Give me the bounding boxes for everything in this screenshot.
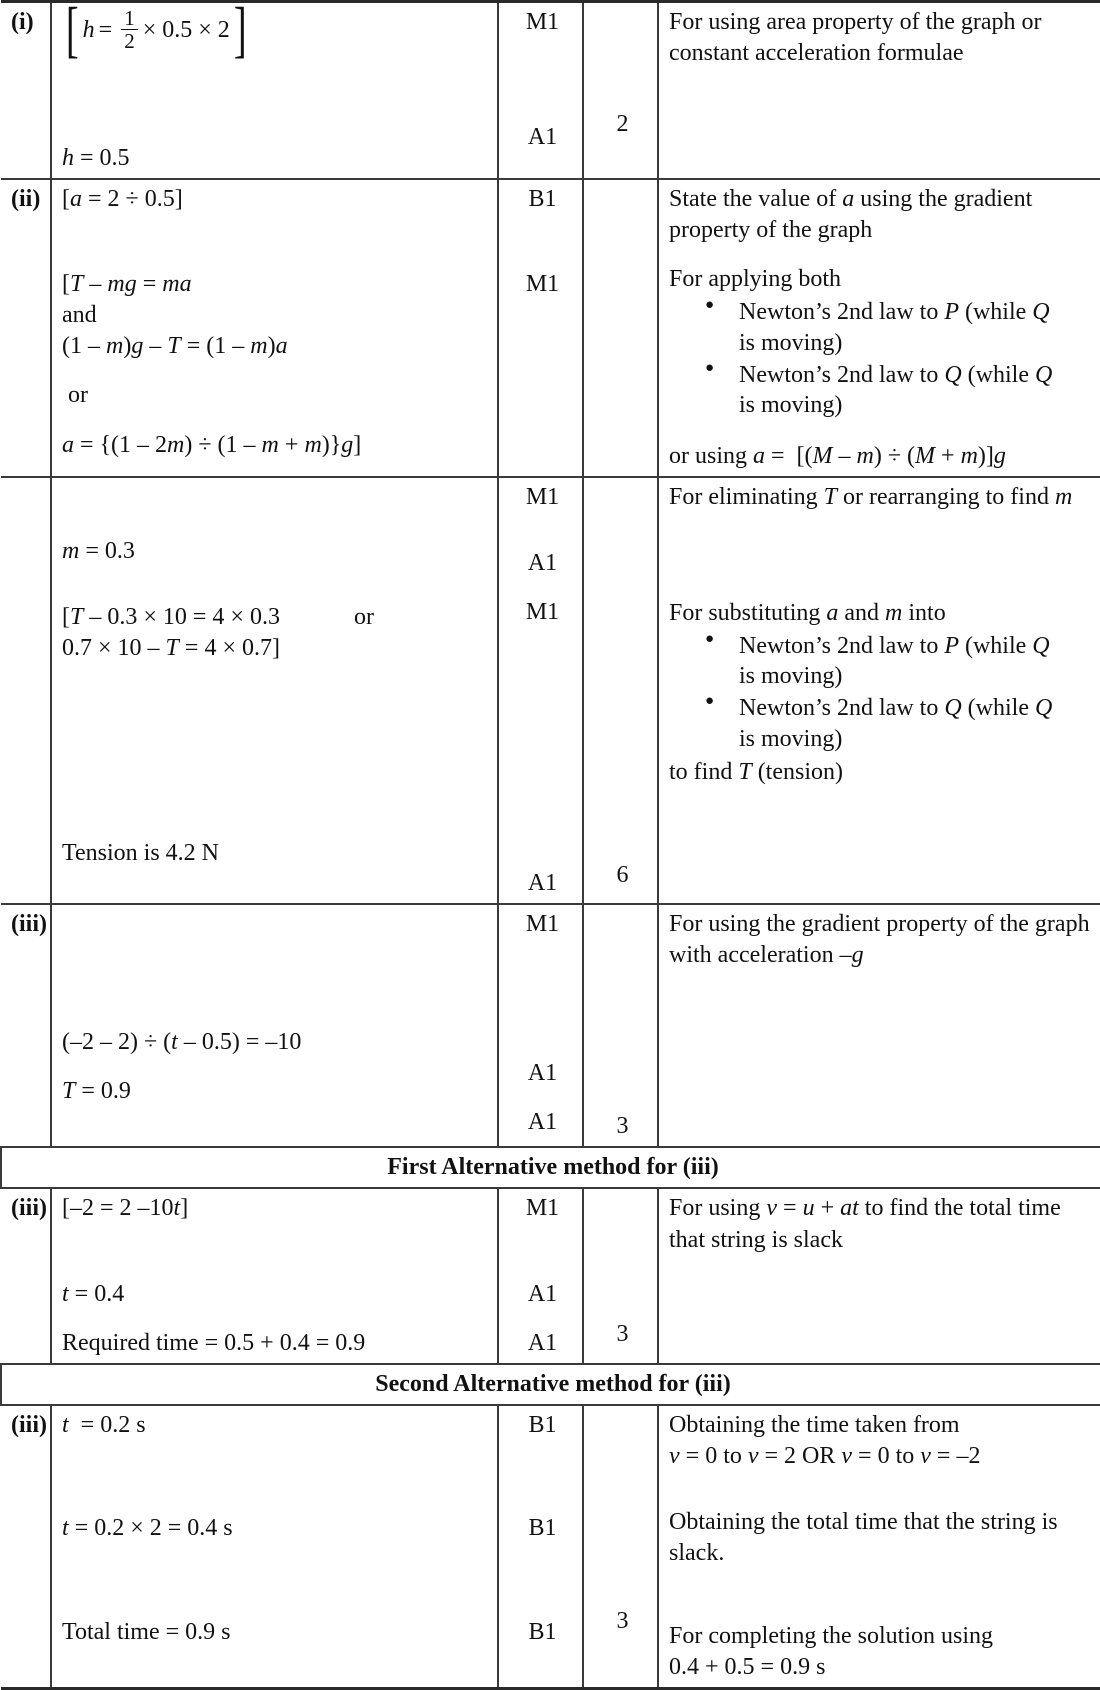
- h-result: h = 0.5: [62, 144, 130, 171]
- note-bullet-list: [669, 631, 1095, 755]
- mark-a1-b: A1: [527, 1329, 558, 1356]
- note-text: For using v = u + at to find the total time that string is slack: [669, 1195, 1061, 1253]
- mark-cell-ii-b: [498, 477, 583, 904]
- spacer: [594, 1464, 651, 1518]
- mark-cell-ii-a: [498, 179, 583, 478]
- total-cell-iii-alt2: [583, 1405, 658, 1689]
- note-substituting: For substituting a and m into: [669, 599, 946, 626]
- equals-sign: =: [98, 16, 113, 43]
- spacer: [62, 59, 491, 143]
- notes-cell-ii-b: [658, 477, 1100, 904]
- note-applying-both: For applying both: [669, 266, 841, 293]
- mark-cell-iii-alt2: [498, 1405, 583, 1689]
- working-cell-ii-b: [51, 477, 498, 904]
- note-obtaining-total: Obtaining the total time that the string is: [669, 1508, 1058, 1535]
- note-text: For using area property of the graph or constant acceleration formulae: [669, 9, 1042, 67]
- total-cell-ii-a: [583, 179, 658, 478]
- total-value: 6: [616, 862, 629, 889]
- spacer: [669, 246, 1095, 264]
- table-row: [1, 904, 1100, 1147]
- expression-and: and: [62, 302, 97, 329]
- spacer: [62, 568, 491, 602]
- note-v-range: v = 0 to v = 2 OR v = 0 to v = –2: [669, 1443, 981, 1470]
- note-slack: slack.: [669, 1539, 725, 1566]
- spacer: [594, 1410, 651, 1464]
- expression-or: or: [68, 382, 88, 409]
- expression-1-minus-m: (1 – m)g – T = (1 – m)a: [62, 333, 288, 360]
- fraction-one-half: [121, 7, 138, 52]
- mark-m1-a: M1: [525, 484, 560, 511]
- mark-m1: M1: [525, 911, 560, 938]
- spacer: [594, 1077, 651, 1111]
- spacer: [62, 993, 491, 1027]
- fraction-tail-expression: × 0.5 × 2: [142, 16, 230, 43]
- list-item: ● Newton’s 2nd law to Q (while Q is moving): [735, 693, 1095, 754]
- table-row-section-header: [1, 1147, 1100, 1188]
- spacer: [509, 1495, 576, 1513]
- mark-a1: A1: [527, 124, 558, 151]
- working-cell-ii-a: [51, 179, 498, 478]
- spacer: [594, 482, 651, 536]
- note-completing: For completing the solution using: [669, 1622, 993, 1649]
- spacer: [62, 412, 491, 430]
- spacer: [62, 362, 491, 380]
- notes-cell-iii: [658, 904, 1100, 1147]
- spacer: [62, 1310, 491, 1328]
- total-cell-iii-alt1: [583, 1188, 658, 1364]
- spacer: [509, 1441, 576, 1495]
- spacer: [594, 1572, 651, 1606]
- fraction-denominator: 2: [121, 29, 138, 52]
- part-label-ii: (ii): [1, 179, 51, 478]
- expression-or: or: [353, 603, 374, 630]
- mark-b1-a: B1: [528, 1412, 557, 1439]
- spacer: [62, 1441, 491, 1495]
- mark-a1-b: A1: [527, 869, 558, 896]
- spacer: [594, 776, 651, 860]
- expression-T-minus-mg: [T – mg = ma: [62, 270, 192, 297]
- spacer: [594, 993, 651, 1077]
- mark-cell-iii-alt1: [498, 1188, 583, 1364]
- spacer: [509, 1599, 576, 1617]
- spacer: [594, 7, 651, 25]
- part-label-blank: [1, 477, 51, 904]
- spacer: [594, 1518, 651, 1572]
- total-value: 3: [616, 1113, 629, 1140]
- expression-substitution-2: 0.7 × 10 – T = 4 × 0.7]: [62, 634, 280, 661]
- expression-substitution-1: [T – 0.3 × 10 = 4 × 0.3 or: [62, 602, 491, 633]
- expression-a-formula: a = {(1 – 2m) ÷ (1 – m + m)}g]: [62, 431, 362, 458]
- spacer: [509, 1225, 576, 1279]
- working-cell-iii-alt1: [51, 1188, 498, 1364]
- part-label-iii-alt2: (iii): [1, 1405, 51, 1689]
- spacer: [509, 1545, 576, 1599]
- expression-m-value: m = 0.3: [62, 538, 135, 565]
- spacer: [62, 1495, 491, 1513]
- note-text: For using the gradient property of the graph with acceleration –g: [669, 911, 1090, 969]
- expression-t-result: t = 0.4: [62, 1280, 125, 1307]
- spacer: [669, 423, 1095, 441]
- working-cell-iii: [51, 904, 498, 1147]
- table-row: [1, 1405, 1100, 1689]
- spacer: [669, 514, 1095, 598]
- total-value: 3: [616, 1321, 629, 1348]
- spacer: [509, 940, 576, 1024]
- expression-gradient-equation: (–2 – 2) ÷ (t – 0.5) = –10: [62, 1029, 302, 1056]
- spacer: [594, 536, 651, 656]
- spacer: [509, 1089, 576, 1107]
- spacer: [509, 1310, 576, 1328]
- list-item: ● Newton’s 2nd law to P (while Q is moving): [735, 297, 1095, 358]
- part-label-iii-alt1: (iii): [1, 1188, 51, 1364]
- total-value: 3: [616, 1608, 629, 1635]
- spacer: [509, 38, 576, 122]
- mark-m1: M1: [525, 270, 560, 297]
- expression-t-02: t = 0.2 s: [62, 1412, 146, 1439]
- spacer: [669, 1569, 1095, 1603]
- bracketed-expression-h: [62, 0, 250, 65]
- spacer: [62, 1545, 491, 1599]
- spacer: [594, 1301, 651, 1319]
- note-state-value: State the value of a using the gradient property of the graph: [669, 185, 1033, 243]
- first-alternative-method-header: First Alternative method for (iii): [1, 1147, 1100, 1188]
- mark-cell-i: [498, 2, 583, 179]
- part-label-i: (i): [1, 2, 51, 179]
- expression-a-equals: [a = 2 ÷ 0.5]: [62, 185, 183, 212]
- spacer: [669, 1473, 1095, 1507]
- mark-b1: B1: [528, 185, 557, 212]
- table-row: [1, 2, 1100, 179]
- notes-cell-ii-a: [658, 179, 1100, 478]
- mark-b1-b: B1: [528, 1515, 557, 1542]
- mark-a1-a: A1: [527, 1060, 558, 1087]
- spacer: [62, 784, 491, 838]
- mark-a1-a: A1: [527, 549, 558, 576]
- spacer: [594, 1193, 651, 1247]
- expression-tension-result: Tension is 4.2 N: [62, 839, 219, 866]
- spacer: [509, 628, 576, 748]
- table-row: [1, 1188, 1100, 1364]
- total-cell-iii: [583, 904, 658, 1147]
- expression-T-result: T = 0.9: [62, 1078, 131, 1105]
- mark-m1: M1: [525, 9, 560, 35]
- left-square-bracket: [: [65, 0, 79, 65]
- list-item: ● Newton’s 2nd law to Q (while Q is moving): [735, 360, 1095, 421]
- fraction-numerator: 1: [124, 6, 135, 30]
- table-row: [1, 179, 1100, 478]
- second-alternative-method-header: Second Alternative method for (iii): [1, 1364, 1100, 1405]
- spacer: [594, 656, 651, 776]
- note-sum: 0.4 + 0.5 = 0.9 s: [669, 1654, 826, 1681]
- notes-cell-iii-alt1: [658, 1188, 1100, 1364]
- working-cell-iii-alt2: [51, 1405, 498, 1689]
- mark-a1-a: A1: [527, 1280, 558, 1307]
- table-row: [1, 477, 1100, 904]
- expression-required-time: Required time = 0.5 + 0.4 = 0.9: [62, 1329, 366, 1356]
- spacer: [62, 1225, 491, 1279]
- spacer: [669, 1603, 1095, 1621]
- mark-cell-iii: [498, 904, 583, 1147]
- spacer: [509, 215, 576, 269]
- part-label-iii: (iii): [1, 904, 51, 1147]
- expression-v-equals: [–2 = 2 –10t]: [62, 1195, 189, 1222]
- spacer: [509, 1024, 576, 1058]
- total-cell-ii-b: [583, 477, 658, 904]
- notes-cell-i: [658, 2, 1100, 179]
- table-row-section-header: [1, 1364, 1100, 1405]
- expression-total-time: Total time = 0.9 s: [62, 1618, 231, 1645]
- spacer: [594, 25, 651, 109]
- mark-a1-b: A1: [527, 1109, 558, 1136]
- spacer: [62, 1058, 491, 1076]
- note-eliminating-T: For eliminating T or rearranging to find m: [669, 484, 1073, 511]
- mark-m1-b: M1: [525, 598, 560, 625]
- spacer: [594, 1247, 651, 1301]
- note-to-find-T: to find T (tension): [669, 758, 843, 785]
- spacer: [62, 909, 491, 993]
- spacer: [62, 215, 491, 269]
- notes-cell-iii-alt2: [658, 1405, 1100, 1689]
- total-cell-i: [583, 2, 658, 179]
- spacer: [62, 1599, 491, 1617]
- spacer: [509, 579, 576, 597]
- list-item: ● Newton’s 2nd law to P (while Q is moving): [735, 631, 1095, 692]
- variable-h: h: [82, 16, 95, 43]
- spacer: [509, 748, 576, 868]
- note-or-using-formula: or using a = [(M – m) ÷ (M + m)]g: [669, 443, 1006, 470]
- spacer: [594, 909, 651, 993]
- expression-t-04: t = 0.2 × 2 = 0.4 s: [62, 1515, 233, 1542]
- total-value: 2: [616, 111, 629, 137]
- working-cell-i: [51, 2, 498, 179]
- mark-m1: M1: [525, 1195, 560, 1222]
- spacer: [509, 514, 576, 548]
- mark-b1-c: B1: [528, 1618, 557, 1645]
- right-square-bracket: ]: [233, 0, 247, 65]
- note-bullet-list: [669, 297, 1095, 421]
- spacer: [62, 482, 491, 536]
- spacer: [62, 664, 491, 784]
- note-obtaining-time: Obtaining the time taken from: [669, 1412, 960, 1439]
